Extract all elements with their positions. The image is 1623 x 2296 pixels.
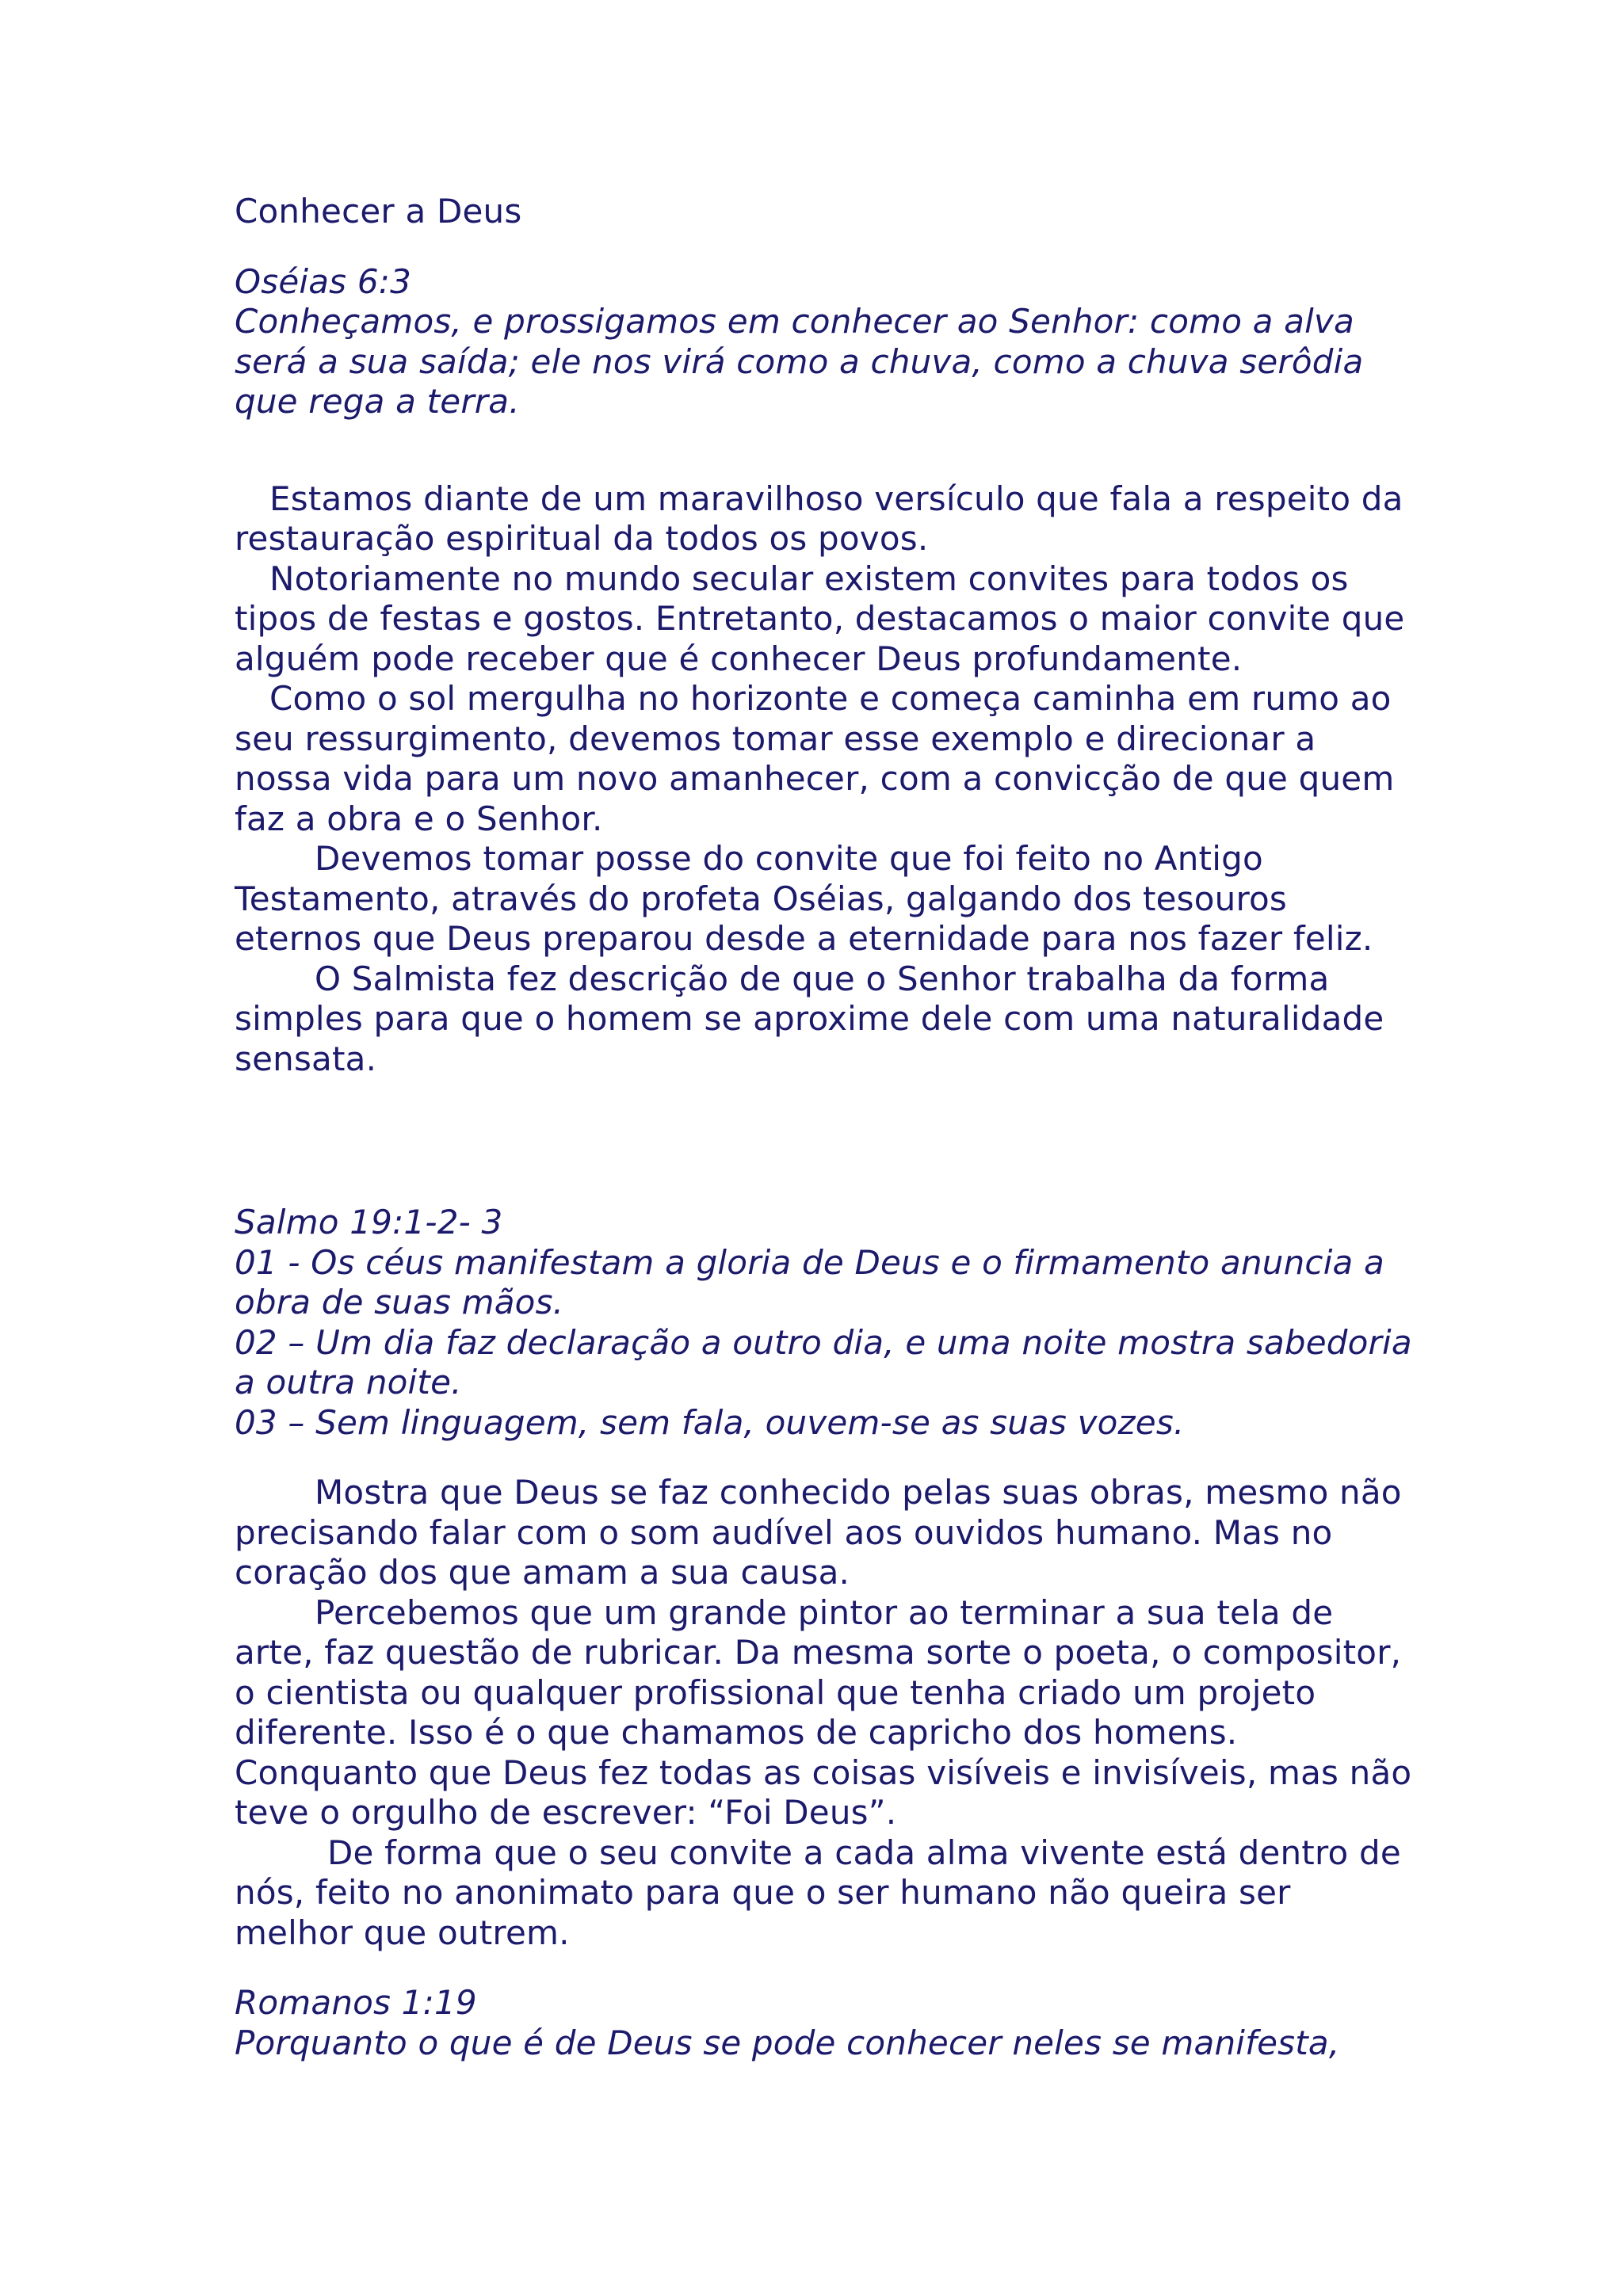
document-title: Conhecer a Deus xyxy=(235,192,522,231)
body-line: De forma que o seu convite a cada alma vivente está dentro de xyxy=(327,1833,1401,1872)
verse-line: 01 - Os céus manifestam a gloria de Deus e o firmamento anuncia a xyxy=(235,1242,1384,1282)
body-line: sensata. xyxy=(235,1039,377,1078)
body-line: Testamento, através do profeta Oséias, galgando dos tesouros xyxy=(235,879,1287,918)
body-paragraphs-2 xyxy=(235,1473,1423,1953)
body-line: Notoriamente no mundo secular existem convites para todos os xyxy=(269,559,1349,598)
body-line: Como o sol mergulha no horizonte e começa caminha em rumo ao xyxy=(269,679,1392,718)
body-line: seu ressurgimento, devemos tomar esse exemplo e direcionar a xyxy=(235,719,1316,758)
verse-line: a outra noite. xyxy=(235,1363,462,1402)
verse-block-romans xyxy=(235,1983,1423,2063)
verse-line: que rega a terra. xyxy=(235,382,520,421)
body-line: Mostra que Deus se faz conhecido pelas suas obras, mesmo não xyxy=(315,1473,1402,1512)
body-line: o cientista ou qualquer profissional que tenha criado um projeto xyxy=(235,1672,1316,1712)
verse-block-psalm xyxy=(235,1203,1423,1443)
verse-reference: Romanos 1:19 xyxy=(235,1983,477,2022)
body-line: Devemos tomar posse do convite que foi feito no Antigo xyxy=(315,839,1263,878)
verse-reference: Oséias 6:3 xyxy=(235,261,412,301)
body-line: Conquanto que Deus fez todas as coisas visíveis e invisíveis, mas não xyxy=(235,1753,1412,1792)
body-line: faz a obra e o Senhor. xyxy=(235,799,603,838)
body-line: Percebemos que um grande pintor ao terminar a sua tela de xyxy=(315,1592,1334,1632)
body-line: diferente. Isso é o que chamamos de capricho dos homens. xyxy=(235,1713,1238,1752)
body-line: nós, feito no anonimato para que o ser humano não queira ser xyxy=(235,1873,1291,1912)
body-line: arte, faz questão de rubricar. Da mesma sorte o poeta, o compositor, xyxy=(235,1633,1402,1672)
verse-line: será a sua saída; ele nos virá como a chuva, como a chuva serôdia xyxy=(235,341,1364,381)
body-line: coração dos que amam a sua causa. xyxy=(235,1553,850,1592)
body-line: eternos que Deus preparou desde a eternidade para nos fazer feliz. xyxy=(235,919,1373,958)
body-line: melhor que outrem. xyxy=(235,1913,570,1952)
body-line: restauração espiritual da todos os povos. xyxy=(235,519,929,558)
body-line: simples para que o homem se aproxime dele com uma naturalidade xyxy=(235,999,1384,1038)
body-line: nossa vida para um novo amanhecer, com a convicção de que quem xyxy=(235,759,1395,798)
verse-line: Porquanto o que é de Deus se pode conhecer neles se manifesta, xyxy=(235,2023,1340,2062)
verse-line: 03 – Sem linguagem, sem fala, ouvem-se as suas vozes. xyxy=(235,1402,1185,1442)
body-paragraphs-1 xyxy=(235,479,1423,1080)
body-line: tipos de festas e gostos. Entretanto, destacamos o maior convite que xyxy=(235,599,1405,638)
verse-block-hosea xyxy=(235,262,1423,422)
verse-line: Conheçamos, e prossigamos em conhecer ao Senhor: como a alva xyxy=(235,302,1354,341)
verse-line: 02 – Um dia faz declaração a outro dia, e uma noite mostra sabedoria xyxy=(235,1322,1412,1362)
body-line: alguém pode receber que é conhecer Deus profundamente. xyxy=(235,639,1243,678)
verse-line: obra de suas mãos. xyxy=(235,1283,564,1322)
body-line: precisando falar com o som audível aos ouvidos humano. Mas no xyxy=(235,1512,1333,1552)
body-line: teve o orgulho de escrever: “Foi Deus”. xyxy=(235,1793,897,1832)
body-line: O Salmista fez descrição de que o Senhor trabalha da forma xyxy=(315,959,1330,998)
verse-reference: Salmo 19:1-2- 3 xyxy=(235,1203,503,1241)
document-page xyxy=(235,192,1423,2063)
body-line: Estamos diante de um maravilhoso versículo que fala a respeito da xyxy=(269,479,1403,518)
